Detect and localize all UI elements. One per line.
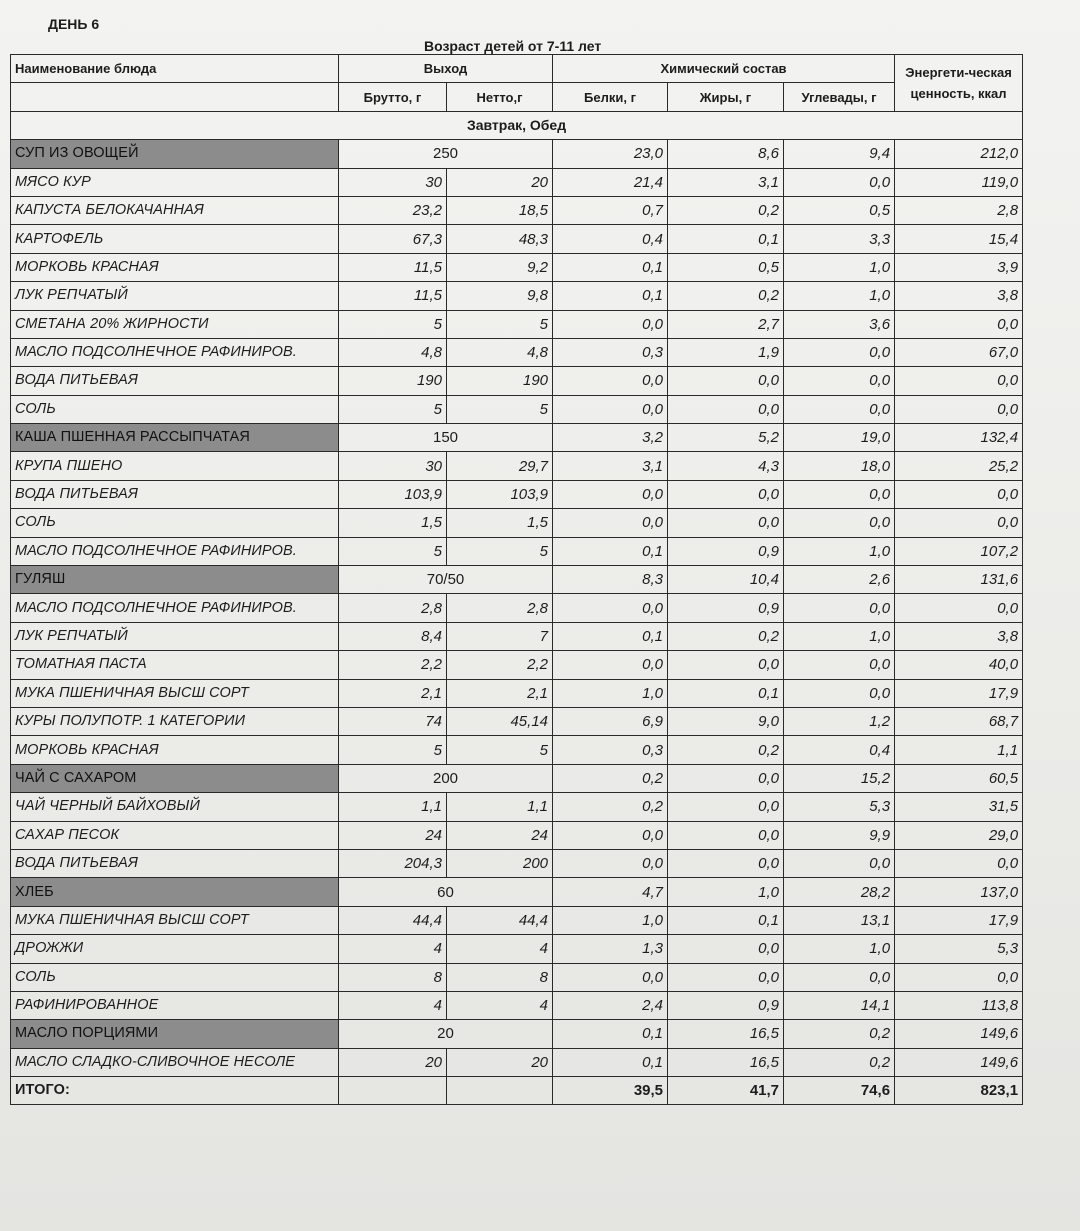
protein-cell: 8,3 bbox=[553, 566, 668, 594]
protein-cell: 4,7 bbox=[553, 878, 668, 906]
ingredient-row bbox=[11, 821, 1023, 849]
fat-cell: 0,1 bbox=[668, 225, 784, 253]
netto-cell: 20 bbox=[447, 168, 553, 196]
dish-name: МАСЛО ПОРЦИЯМИ bbox=[11, 1020, 339, 1048]
total-row bbox=[11, 1077, 1023, 1105]
output-cell: 20 bbox=[339, 1020, 553, 1048]
carbs-cell: 0,4 bbox=[784, 736, 895, 764]
netto-cell: 5 bbox=[447, 395, 553, 423]
fat-cell: 3,1 bbox=[668, 168, 784, 196]
fat-cell: 1,9 bbox=[668, 338, 784, 366]
protein-cell: 0,0 bbox=[553, 480, 668, 508]
age-group-label: Возраст детей от 7-11 лет bbox=[424, 38, 602, 54]
netto-cell: 2,8 bbox=[447, 594, 553, 622]
col-energy-header: Энергети-ческая ценность, ккал bbox=[895, 55, 1023, 112]
brutto-cell: 24 bbox=[339, 821, 447, 849]
fat-cell: 0,0 bbox=[668, 651, 784, 679]
fat-cell: 0,0 bbox=[668, 849, 784, 877]
energy-cell: 17,9 bbox=[895, 906, 1023, 934]
fat-cell: 0,0 bbox=[668, 367, 784, 395]
brutto-cell: 30 bbox=[339, 168, 447, 196]
energy-cell: 2,8 bbox=[895, 196, 1023, 224]
dish-name: МАСЛО ПОДСОЛНЕЧНОЕ РАФИНИРОВ. bbox=[11, 537, 339, 565]
output-cell: 250 bbox=[339, 140, 553, 168]
protein-cell: 0,0 bbox=[553, 367, 668, 395]
protein-cell: 0,1 bbox=[553, 1020, 668, 1048]
energy-cell: 0,0 bbox=[895, 849, 1023, 877]
protein-cell: 0,2 bbox=[553, 793, 668, 821]
carbs-cell: 0,2 bbox=[784, 1020, 895, 1048]
netto-cell: 5 bbox=[447, 736, 553, 764]
brutto-cell: 4 bbox=[339, 991, 447, 1019]
dish-name: МАСЛО ПОДСОЛНЕЧНОЕ РАФИНИРОВ. bbox=[11, 338, 339, 366]
fat-cell: 0,0 bbox=[668, 821, 784, 849]
energy-cell: 0,0 bbox=[895, 963, 1023, 991]
netto-cell: 4,8 bbox=[447, 338, 553, 366]
netto-cell: 190 bbox=[447, 367, 553, 395]
brutto-cell: 1,1 bbox=[339, 793, 447, 821]
energy-cell: 0,0 bbox=[895, 509, 1023, 537]
col-output-header: Выход bbox=[339, 55, 553, 83]
dish-name: КАША ПШЕННАЯ РАССЫПЧАТАЯ bbox=[11, 424, 339, 452]
dish-name: САХАР ПЕСОК bbox=[11, 821, 339, 849]
dish-row bbox=[11, 424, 1023, 452]
protein-cell: 0,0 bbox=[553, 310, 668, 338]
fat-cell: 0,5 bbox=[668, 253, 784, 281]
protein-cell: 3,1 bbox=[553, 452, 668, 480]
brutto-cell: 44,4 bbox=[339, 906, 447, 934]
energy-cell: 17,9 bbox=[895, 679, 1023, 707]
energy-cell: 212,0 bbox=[895, 140, 1023, 168]
dish-name: МОРКОВЬ КРАСНАЯ bbox=[11, 736, 339, 764]
carbs-cell: 0,0 bbox=[784, 651, 895, 679]
brutto-cell bbox=[339, 1077, 447, 1105]
fat-cell: 0,0 bbox=[668, 935, 784, 963]
ingredient-row bbox=[11, 480, 1023, 508]
carbs-cell: 9,9 bbox=[784, 821, 895, 849]
carbs-cell: 1,0 bbox=[784, 622, 895, 650]
ingredient-row bbox=[11, 963, 1023, 991]
carbs-cell: 5,3 bbox=[784, 793, 895, 821]
ingredient-row bbox=[11, 736, 1023, 764]
netto-cell: 29,7 bbox=[447, 452, 553, 480]
netto-cell: 1,5 bbox=[447, 509, 553, 537]
brutto-cell: 74 bbox=[339, 707, 447, 735]
netto-cell: 8 bbox=[447, 963, 553, 991]
energy-cell: 40,0 bbox=[895, 651, 1023, 679]
dish-name: СОЛЬ bbox=[11, 395, 339, 423]
energy-cell: 119,0 bbox=[895, 168, 1023, 196]
netto-cell: 9,2 bbox=[447, 253, 553, 281]
protein-cell: 0,4 bbox=[553, 225, 668, 253]
protein-cell: 39,5 bbox=[553, 1077, 668, 1105]
fat-cell: 9,0 bbox=[668, 707, 784, 735]
netto-cell: 44,4 bbox=[447, 906, 553, 934]
fat-cell: 0,9 bbox=[668, 594, 784, 622]
protein-cell: 3,2 bbox=[553, 424, 668, 452]
protein-cell: 0,3 bbox=[553, 338, 668, 366]
carbs-cell: 3,3 bbox=[784, 225, 895, 253]
protein-cell: 0,0 bbox=[553, 594, 668, 622]
energy-cell: 3,8 bbox=[895, 622, 1023, 650]
protein-cell: 0,1 bbox=[553, 1048, 668, 1076]
energy-cell: 15,4 bbox=[895, 225, 1023, 253]
carbs-cell: 74,6 bbox=[784, 1077, 895, 1105]
carbs-cell: 14,1 bbox=[784, 991, 895, 1019]
energy-cell: 149,6 bbox=[895, 1048, 1023, 1076]
fat-cell: 16,5 bbox=[668, 1048, 784, 1076]
dish-name: КАПУСТА БЕЛОКАЧАННАЯ bbox=[11, 196, 339, 224]
carbs-cell: 0,5 bbox=[784, 196, 895, 224]
col-protein-header: Белки, г bbox=[553, 83, 668, 111]
protein-cell: 0,7 bbox=[553, 196, 668, 224]
dish-name: СУП ИЗ ОВОЩЕЙ bbox=[11, 140, 339, 168]
carbs-cell: 0,0 bbox=[784, 679, 895, 707]
dish-name: ЧАЙ ЧЕРНЫЙ БАЙХОВЫЙ bbox=[11, 793, 339, 821]
energy-cell: 0,0 bbox=[895, 594, 1023, 622]
ingredient-row bbox=[11, 651, 1023, 679]
carbs-cell: 15,2 bbox=[784, 764, 895, 792]
fat-cell: 5,2 bbox=[668, 424, 784, 452]
brutto-cell: 204,3 bbox=[339, 849, 447, 877]
energy-cell: 0,0 bbox=[895, 310, 1023, 338]
protein-cell: 23,0 bbox=[553, 140, 668, 168]
dish-name: ДРОЖЖИ bbox=[11, 935, 339, 963]
energy-cell: 3,9 bbox=[895, 253, 1023, 281]
fat-cell: 10,4 bbox=[668, 566, 784, 594]
carbs-cell: 0,0 bbox=[784, 338, 895, 366]
brutto-cell: 2,2 bbox=[339, 651, 447, 679]
dish-name: МУКА ПШЕНИЧНАЯ ВЫСШ СОРТ bbox=[11, 679, 339, 707]
ingredient-row bbox=[11, 935, 1023, 963]
fat-cell: 0,2 bbox=[668, 282, 784, 310]
netto-cell: 1,1 bbox=[447, 793, 553, 821]
protein-cell: 2,4 bbox=[553, 991, 668, 1019]
dish-name: ХЛЕБ bbox=[11, 878, 339, 906]
fat-cell: 4,3 bbox=[668, 452, 784, 480]
col-carbs-header: Углевады, г bbox=[784, 83, 895, 111]
protein-cell: 0,0 bbox=[553, 963, 668, 991]
carbs-cell: 1,0 bbox=[784, 537, 895, 565]
fat-cell: 0,0 bbox=[668, 793, 784, 821]
protein-cell: 1,3 bbox=[553, 935, 668, 963]
energy-cell: 823,1 bbox=[895, 1077, 1023, 1105]
protein-cell: 0,0 bbox=[553, 651, 668, 679]
netto-cell: 9,8 bbox=[447, 282, 553, 310]
dish-row bbox=[11, 878, 1023, 906]
brutto-cell: 20 bbox=[339, 1048, 447, 1076]
output-cell: 150 bbox=[339, 424, 553, 452]
output-cell: 200 bbox=[339, 764, 553, 792]
energy-cell: 67,0 bbox=[895, 338, 1023, 366]
section-label: Завтрак, Обед bbox=[11, 111, 1023, 139]
dish-name: РАФИНИРОВАННОЕ bbox=[11, 991, 339, 1019]
brutto-cell: 4 bbox=[339, 935, 447, 963]
ingredient-row bbox=[11, 452, 1023, 480]
dish-name: ИТОГО: bbox=[11, 1077, 339, 1105]
netto-cell: 24 bbox=[447, 821, 553, 849]
netto-cell: 2,1 bbox=[447, 679, 553, 707]
protein-cell: 0,1 bbox=[553, 537, 668, 565]
carbs-cell: 2,6 bbox=[784, 566, 895, 594]
carbs-cell: 0,0 bbox=[784, 963, 895, 991]
ingredient-row bbox=[11, 225, 1023, 253]
brutto-cell: 23,2 bbox=[339, 196, 447, 224]
carbs-cell: 0,0 bbox=[784, 168, 895, 196]
fat-cell: 0,0 bbox=[668, 764, 784, 792]
dish-row bbox=[11, 140, 1023, 168]
netto-cell: 4 bbox=[447, 991, 553, 1019]
protein-cell: 0,2 bbox=[553, 764, 668, 792]
ingredient-row bbox=[11, 622, 1023, 650]
protein-cell: 0,3 bbox=[553, 736, 668, 764]
output-cell: 60 bbox=[339, 878, 553, 906]
fat-cell: 0,1 bbox=[668, 679, 784, 707]
energy-cell: 137,0 bbox=[895, 878, 1023, 906]
carbs-cell: 1,0 bbox=[784, 253, 895, 281]
dish-name: ВОДА ПИТЬЕВАЯ bbox=[11, 480, 339, 508]
fat-cell: 2,7 bbox=[668, 310, 784, 338]
protein-cell: 21,4 bbox=[553, 168, 668, 196]
carbs-cell: 1,0 bbox=[784, 935, 895, 963]
dish-name: ГУЛЯШ bbox=[11, 566, 339, 594]
protein-cell: 0,0 bbox=[553, 395, 668, 423]
fat-cell: 8,6 bbox=[668, 140, 784, 168]
carbs-cell: 13,1 bbox=[784, 906, 895, 934]
carbs-cell: 1,2 bbox=[784, 707, 895, 735]
dish-row bbox=[11, 764, 1023, 792]
protein-cell: 0,0 bbox=[553, 821, 668, 849]
energy-cell: 107,2 bbox=[895, 537, 1023, 565]
carbs-cell: 1,0 bbox=[784, 282, 895, 310]
ingredient-row bbox=[11, 196, 1023, 224]
carbs-cell: 18,0 bbox=[784, 452, 895, 480]
menu-table bbox=[10, 54, 1023, 1105]
fat-cell: 0,0 bbox=[668, 509, 784, 537]
brutto-cell: 190 bbox=[339, 367, 447, 395]
fat-cell: 41,7 bbox=[668, 1077, 784, 1105]
dish-name: ВОДА ПИТЬЕВАЯ bbox=[11, 849, 339, 877]
carbs-cell: 0,0 bbox=[784, 395, 895, 423]
dish-name: МАСЛО СЛАДКО-СЛИВОЧНОЕ НЕСОЛЕ bbox=[11, 1048, 339, 1076]
ingredient-row bbox=[11, 906, 1023, 934]
ingredient-row bbox=[11, 253, 1023, 281]
netto-cell: 45,14 bbox=[447, 707, 553, 735]
netto-cell: 200 bbox=[447, 849, 553, 877]
protein-cell: 0,1 bbox=[553, 282, 668, 310]
ingredient-row bbox=[11, 707, 1023, 735]
dish-name: ЧАЙ С САХАРОМ bbox=[11, 764, 339, 792]
ingredient-row bbox=[11, 509, 1023, 537]
dish-name: ТОМАТНАЯ ПАСТА bbox=[11, 651, 339, 679]
energy-cell: 149,6 bbox=[895, 1020, 1023, 1048]
brutto-cell: 1,5 bbox=[339, 509, 447, 537]
protein-cell: 1,0 bbox=[553, 906, 668, 934]
energy-cell: 131,6 bbox=[895, 566, 1023, 594]
dish-name: КАРТОФЕЛЬ bbox=[11, 225, 339, 253]
dish-row bbox=[11, 566, 1023, 594]
ingredient-row bbox=[11, 991, 1023, 1019]
protein-cell: 6,9 bbox=[553, 707, 668, 735]
col-netto-header: Нетто,г bbox=[447, 83, 553, 111]
netto-cell: 2,2 bbox=[447, 651, 553, 679]
brutto-cell: 30 bbox=[339, 452, 447, 480]
brutto-cell: 67,3 bbox=[339, 225, 447, 253]
ingredient-row bbox=[11, 537, 1023, 565]
col-name-header: Наименование блюда bbox=[11, 55, 339, 83]
netto-cell: 7 bbox=[447, 622, 553, 650]
brutto-cell: 4,8 bbox=[339, 338, 447, 366]
energy-cell: 29,0 bbox=[895, 821, 1023, 849]
fat-cell: 0,1 bbox=[668, 906, 784, 934]
netto-cell: 103,9 bbox=[447, 480, 553, 508]
fat-cell: 16,5 bbox=[668, 1020, 784, 1048]
ingredient-row bbox=[11, 594, 1023, 622]
protein-cell: 0,1 bbox=[553, 622, 668, 650]
netto-cell bbox=[447, 1077, 553, 1105]
ingredient-row bbox=[11, 679, 1023, 707]
energy-cell: 0,0 bbox=[895, 395, 1023, 423]
dish-name: МЯСО КУР bbox=[11, 168, 339, 196]
ingredient-row bbox=[11, 793, 1023, 821]
fat-cell: 0,2 bbox=[668, 736, 784, 764]
brutto-cell: 5 bbox=[339, 310, 447, 338]
col-name-spacer bbox=[11, 83, 339, 111]
carbs-cell: 0,0 bbox=[784, 480, 895, 508]
netto-cell: 18,5 bbox=[447, 196, 553, 224]
dish-name: ЛУК РЕПЧАТЫЙ bbox=[11, 282, 339, 310]
fat-cell: 0,9 bbox=[668, 991, 784, 1019]
dish-name: МОРКОВЬ КРАСНАЯ bbox=[11, 253, 339, 281]
dish-name: КРУПА ПШЕНО bbox=[11, 452, 339, 480]
fat-cell: 0,2 bbox=[668, 196, 784, 224]
brutto-cell: 2,8 bbox=[339, 594, 447, 622]
brutto-cell: 8 bbox=[339, 963, 447, 991]
fat-cell: 0,0 bbox=[668, 963, 784, 991]
brutto-cell: 11,5 bbox=[339, 282, 447, 310]
fat-cell: 0,0 bbox=[668, 395, 784, 423]
output-cell: 70/50 bbox=[339, 566, 553, 594]
carbs-cell: 0,2 bbox=[784, 1048, 895, 1076]
netto-cell: 4 bbox=[447, 935, 553, 963]
energy-cell: 3,8 bbox=[895, 282, 1023, 310]
ingredient-row bbox=[11, 395, 1023, 423]
col-brutto-header: Брутто, г bbox=[339, 83, 447, 111]
ingredient-row bbox=[11, 168, 1023, 196]
carbs-cell: 9,4 bbox=[784, 140, 895, 168]
energy-cell: 5,3 bbox=[895, 935, 1023, 963]
energy-cell: 113,8 bbox=[895, 991, 1023, 1019]
protein-cell: 0,0 bbox=[553, 849, 668, 877]
ingredient-row bbox=[11, 367, 1023, 395]
carbs-cell: 0,0 bbox=[784, 849, 895, 877]
netto-cell: 20 bbox=[447, 1048, 553, 1076]
carbs-cell: 3,6 bbox=[784, 310, 895, 338]
brutto-cell: 5 bbox=[339, 736, 447, 764]
dish-name: ВОДА ПИТЬЕВАЯ bbox=[11, 367, 339, 395]
energy-cell: 25,2 bbox=[895, 452, 1023, 480]
brutto-cell: 103,9 bbox=[339, 480, 447, 508]
carbs-cell: 0,0 bbox=[784, 594, 895, 622]
brutto-cell: 8,4 bbox=[339, 622, 447, 650]
dish-name: СОЛЬ bbox=[11, 963, 339, 991]
netto-cell: 5 bbox=[447, 537, 553, 565]
ingredient-row bbox=[11, 310, 1023, 338]
fat-cell: 0,9 bbox=[668, 537, 784, 565]
protein-cell: 0,0 bbox=[553, 509, 668, 537]
dish-name: СОЛЬ bbox=[11, 509, 339, 537]
ingredient-row bbox=[11, 1048, 1023, 1076]
carbs-cell: 0,0 bbox=[784, 367, 895, 395]
netto-cell: 5 bbox=[447, 310, 553, 338]
fat-cell: 0,0 bbox=[668, 480, 784, 508]
energy-cell: 0,0 bbox=[895, 367, 1023, 395]
day-label: ДЕНЬ 6 bbox=[48, 16, 100, 32]
energy-cell: 0,0 bbox=[895, 480, 1023, 508]
col-fat-header: Жиры, г bbox=[668, 83, 784, 111]
energy-cell: 31,5 bbox=[895, 793, 1023, 821]
dish-name: МАСЛО ПОДСОЛНЕЧНОЕ РАФИНИРОВ. bbox=[11, 594, 339, 622]
carbs-cell: 0,0 bbox=[784, 509, 895, 537]
brutto-cell: 5 bbox=[339, 537, 447, 565]
netto-cell: 48,3 bbox=[447, 225, 553, 253]
ingredient-row bbox=[11, 338, 1023, 366]
brutto-cell: 11,5 bbox=[339, 253, 447, 281]
ingredient-row bbox=[11, 849, 1023, 877]
energy-cell: 60,5 bbox=[895, 764, 1023, 792]
energy-cell: 1,1 bbox=[895, 736, 1023, 764]
carbs-cell: 28,2 bbox=[784, 878, 895, 906]
brutto-cell: 5 bbox=[339, 395, 447, 423]
col-chem-header: Химический состав bbox=[553, 55, 895, 83]
dish-name: КУРЫ ПОЛУПОТР. 1 КАТЕГОРИИ bbox=[11, 707, 339, 735]
energy-cell: 68,7 bbox=[895, 707, 1023, 735]
brutto-cell: 2,1 bbox=[339, 679, 447, 707]
carbs-cell: 19,0 bbox=[784, 424, 895, 452]
dish-row bbox=[11, 1020, 1023, 1048]
protein-cell: 0,1 bbox=[553, 253, 668, 281]
dish-name: МУКА ПШЕНИЧНАЯ ВЫСШ СОРТ bbox=[11, 906, 339, 934]
protein-cell: 1,0 bbox=[553, 679, 668, 707]
fat-cell: 1,0 bbox=[668, 878, 784, 906]
energy-cell: 132,4 bbox=[895, 424, 1023, 452]
dish-name: СМЕТАНА 20% ЖИРНОСТИ bbox=[11, 310, 339, 338]
ingredient-row bbox=[11, 282, 1023, 310]
dish-name: ЛУК РЕПЧАТЫЙ bbox=[11, 622, 339, 650]
fat-cell: 0,2 bbox=[668, 622, 784, 650]
